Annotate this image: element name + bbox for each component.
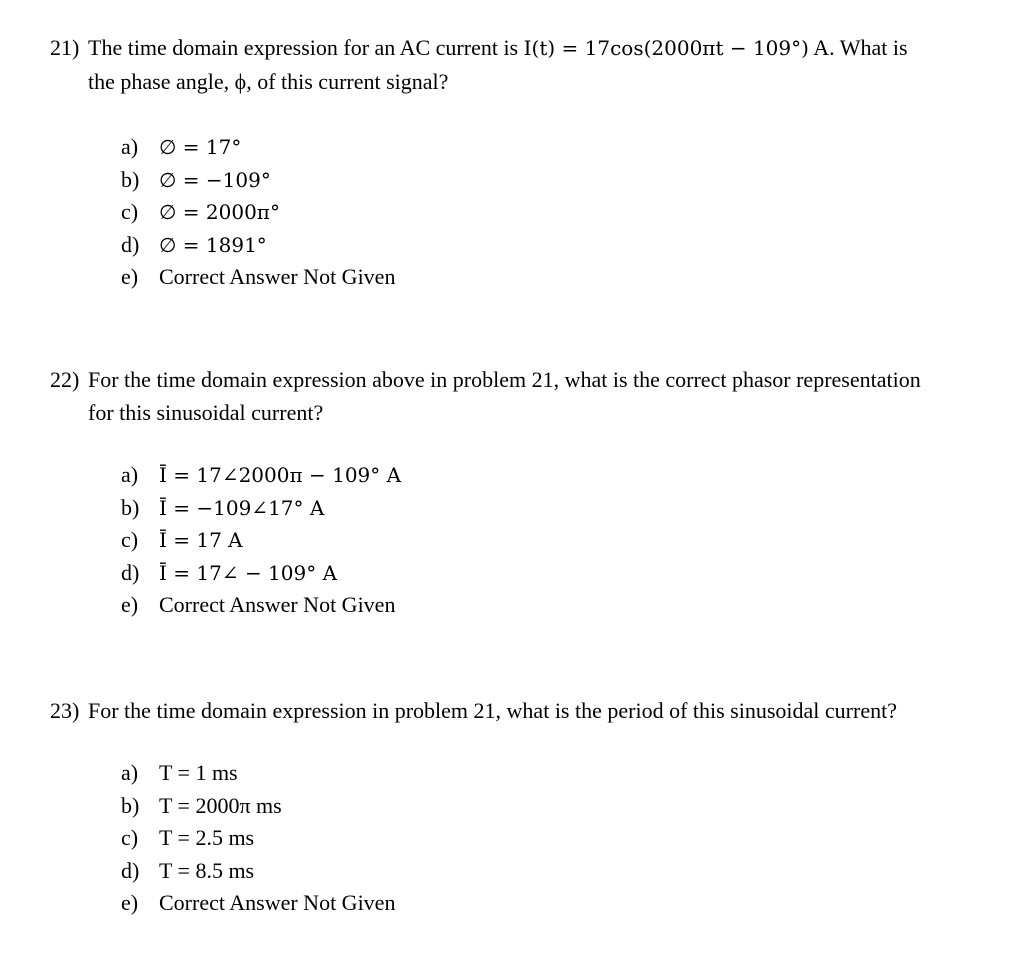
option-letter: c) (121, 527, 139, 552)
question-23-line-1 (50, 694, 1000, 727)
option-b[interactable] (121, 164, 395, 197)
option-d[interactable] (121, 557, 401, 590)
option-text: ∅ = 1891° (159, 232, 267, 257)
option-letter: e) (121, 592, 139, 617)
option-text: T = 2.5 ms (159, 825, 255, 850)
question-text: For the time domain expression in problem 21, what is the period of this sinusoidal current? (88, 698, 897, 723)
option-letter: b) (121, 494, 140, 520)
option-letter: a) (121, 760, 139, 785)
option-b[interactable] (121, 492, 401, 525)
question-number: 22) (50, 367, 80, 392)
question-22-options (121, 459, 401, 622)
question-text: For the time domain expression above in problem 21, what is the correct phasor representation (88, 367, 921, 392)
option-e[interactable] (121, 887, 395, 920)
option-letter: e) (121, 264, 139, 289)
option-text: ∅ = −109° (159, 167, 271, 192)
option-text: Ī = 17 A (159, 528, 243, 552)
option-c[interactable] (121, 822, 395, 855)
option-letter: e) (121, 890, 139, 915)
option-letter: d) (121, 231, 140, 257)
option-text: Correct Answer Not Given (159, 890, 396, 915)
current-expression: I(t) = 17cos(2000πt − 109°) (523, 36, 809, 60)
option-letter: b) (121, 166, 140, 192)
option-text: Ī = −109∠17° A (159, 495, 325, 520)
option-text: Ī = 17∠ − 109° A (159, 560, 338, 585)
option-a[interactable] (121, 131, 395, 164)
question-number: 21) (50, 35, 80, 60)
option-b[interactable] (121, 790, 395, 823)
option-text: ∅ = 2000π° (159, 200, 280, 224)
option-letter: d) (121, 857, 140, 883)
option-c[interactable] (121, 524, 401, 557)
option-text: T = 1 ms (159, 760, 238, 785)
option-letter: c) (121, 199, 139, 224)
option-d[interactable] (121, 855, 395, 888)
option-text: T = 2000π ms (159, 792, 282, 818)
option-letter: b) (121, 792, 140, 818)
question-23-options (121, 757, 395, 920)
option-letter: a) (121, 134, 139, 159)
option-e[interactable] (121, 589, 401, 622)
question-21 (50, 31, 1000, 98)
option-a[interactable] (121, 459, 401, 492)
option-letter: c) (121, 825, 139, 850)
option-letter: d) (121, 559, 140, 585)
question-21-line-1 (50, 31, 1000, 65)
question-23 (50, 694, 1000, 727)
question-21-options (121, 131, 395, 294)
option-text: Ī = 17∠2000π − 109° A (159, 463, 402, 487)
option-text: T = 8.5 ms (159, 857, 255, 883)
option-a[interactable] (121, 757, 395, 790)
option-text: ∅ = 17° (159, 135, 242, 159)
option-c[interactable] (121, 196, 395, 229)
question-text: The time domain expression for an AC current is (88, 35, 524, 60)
question-22 (50, 363, 1000, 429)
option-e[interactable] (121, 261, 395, 294)
question-text: A. What is (808, 35, 908, 60)
question-22-line-1 (50, 363, 1000, 396)
option-letter: a) (121, 462, 139, 487)
question-number: 23) (50, 698, 80, 723)
question-21-line-2: the phase angle, ϕ, of this current signal? (88, 69, 449, 94)
question-22-line-2: for this sinusoidal current? (88, 400, 324, 425)
option-text: Correct Answer Not Given (159, 592, 396, 617)
option-text: Correct Answer Not Given (159, 264, 396, 289)
option-d[interactable] (121, 229, 395, 262)
